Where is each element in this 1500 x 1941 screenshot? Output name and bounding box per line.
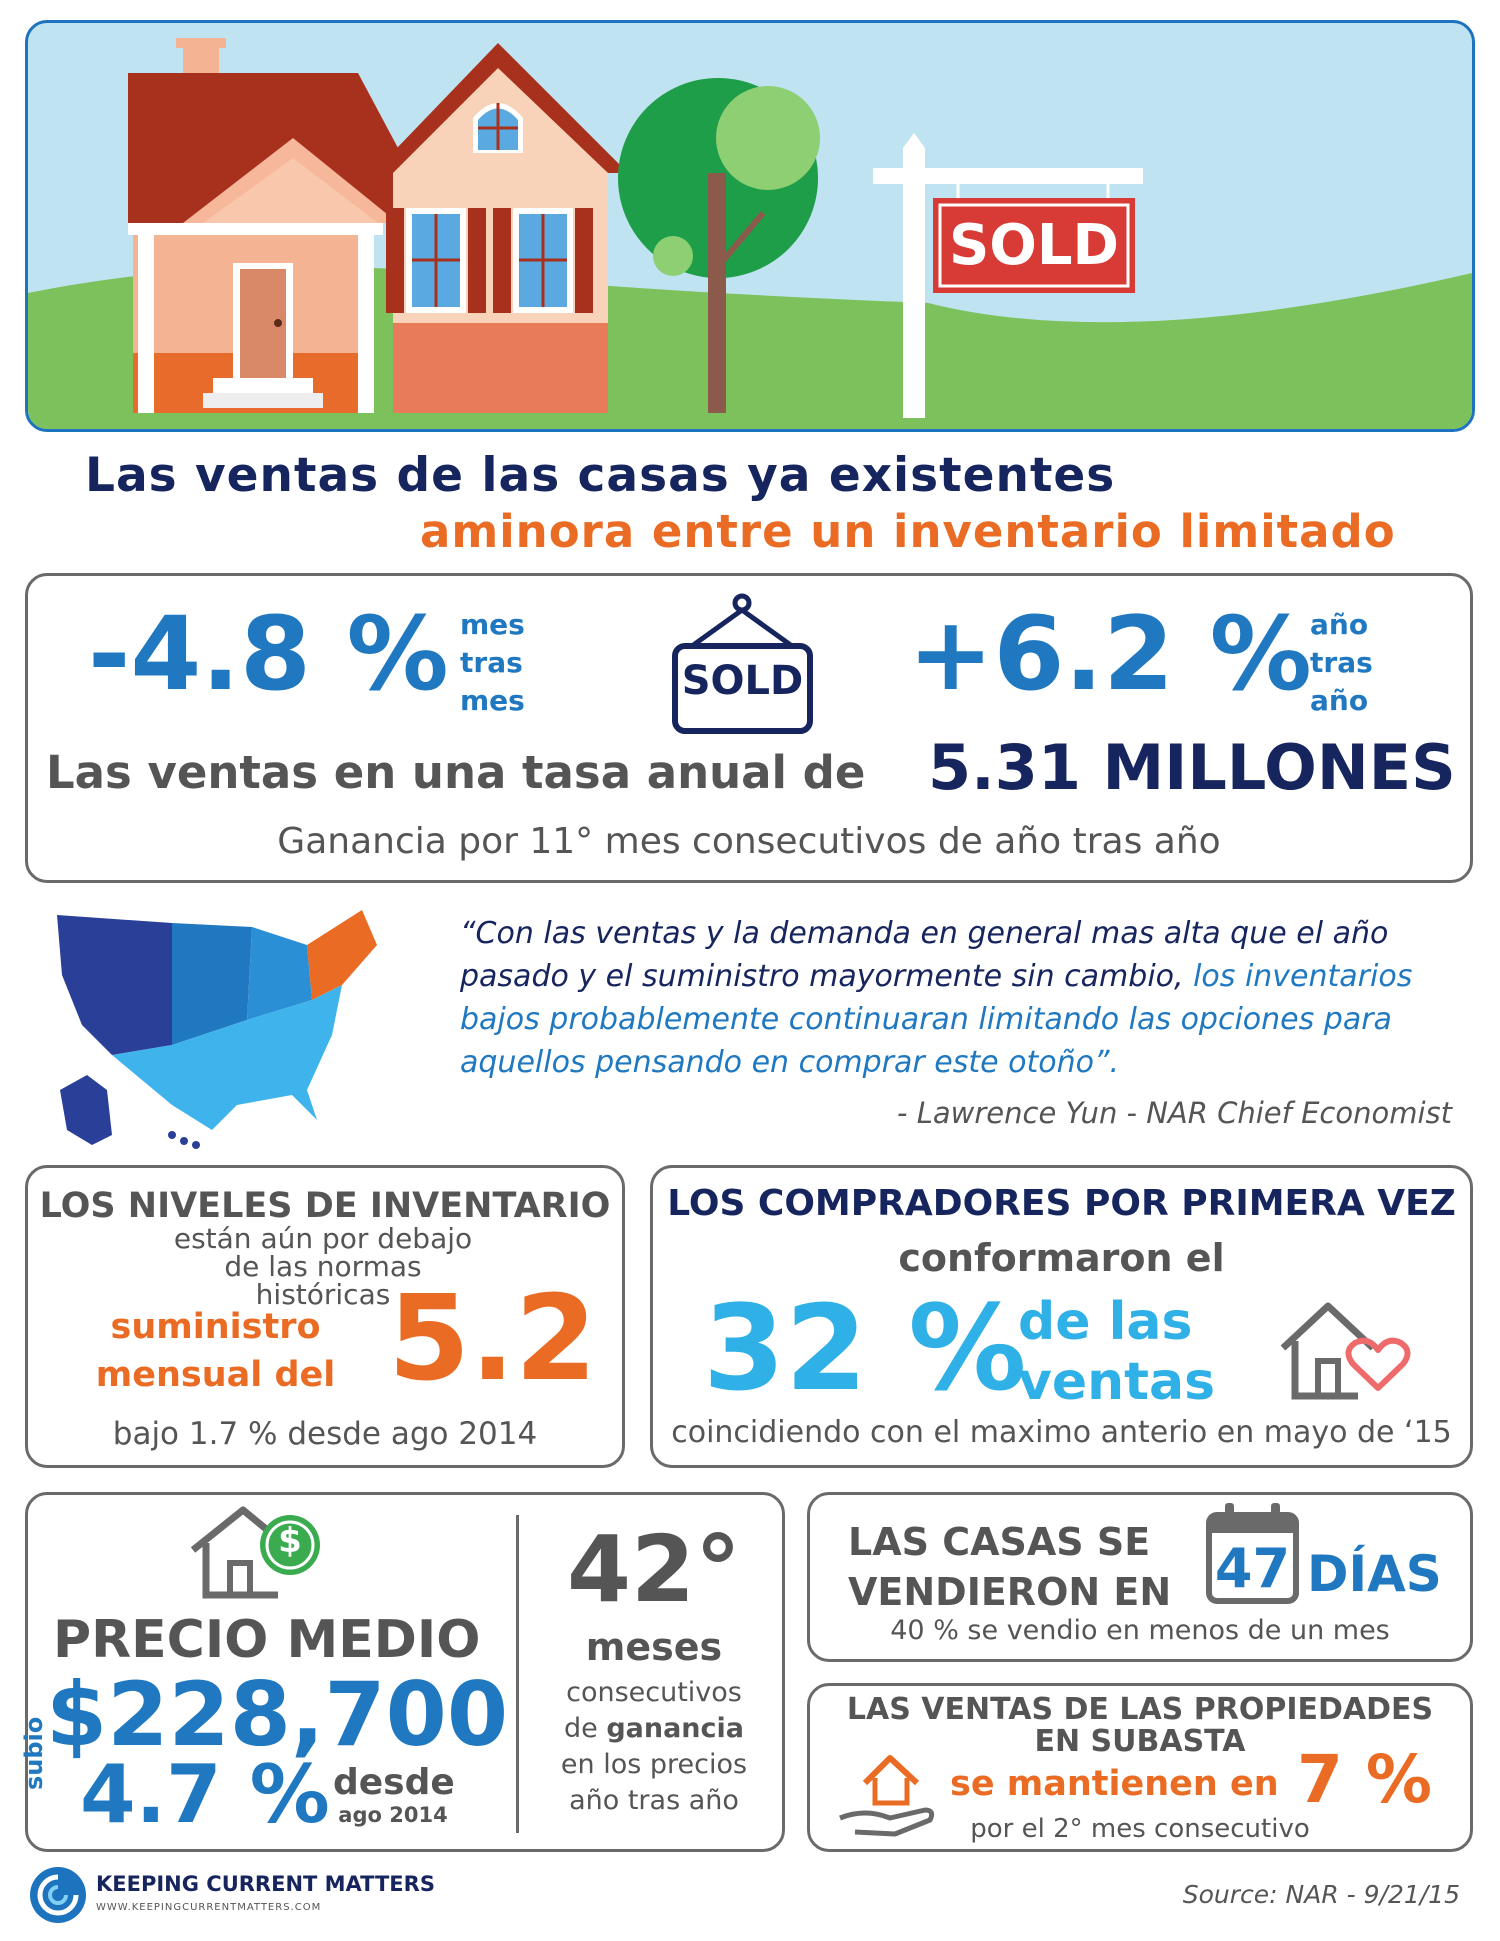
- brand-name: KEEPING CURRENT MATTERS: [96, 1872, 435, 1896]
- price-value: $228,700: [46, 1663, 509, 1766]
- annual-rate-label: Las ventas en una tasa anual de: [46, 746, 866, 799]
- buyers-label: de las ventas: [1018, 1292, 1216, 1412]
- mom-label: mes tras mes: [460, 608, 525, 717]
- days-box: [807, 1492, 1473, 1662]
- months-desc: consecutivos de ganancia en los precios año tras año: [560, 1677, 748, 1816]
- price-since: desde ago 2014: [333, 1762, 455, 1827]
- sold-sign-text: SOLD: [948, 213, 1120, 278]
- house-scene: [28, 23, 1472, 429]
- quote-text-part-a: “Con las ventas y la demanda en general mas alta que el año pasado y el suministro mayormente sin cambio,: [460, 916, 1389, 994]
- inventory-label: suministro mensual del: [95, 1307, 336, 1395]
- months-value: 42°: [566, 1516, 742, 1623]
- house-heart-icon: [1273, 1296, 1413, 1406]
- yoy-label: año tras año: [1310, 608, 1373, 717]
- yoy-value: +6.2 %: [908, 595, 1312, 714]
- distressed-value: 7 %: [1297, 1741, 1433, 1818]
- quote-text-part-b: los inventarios bajos probablemente continuaran limitando las opciones para aquellos pensando en comprar este otoño”.: [460, 959, 1413, 1080]
- quote-author: - Lawrence Yun - NAR Chief Economist: [897, 1096, 1452, 1130]
- days-note: 40 % se vendio en menos de un mes: [890, 1615, 1390, 1646]
- inventory-box: [25, 1165, 625, 1468]
- us-map-icon: [52, 905, 392, 1150]
- mom-value: -4.8 %: [88, 595, 449, 714]
- price-box: [20, 1492, 785, 1852]
- buyers-box: [650, 1165, 1473, 1468]
- brand-url: WWW.KEEPINGCURRENTMATTERS.COM: [96, 1902, 322, 1913]
- distressed-label: se mantienen en: [950, 1764, 1279, 1804]
- house-dollar-icon: [188, 1505, 328, 1600]
- price-change: 4.7 %: [80, 1748, 330, 1841]
- price-divider: [516, 1515, 519, 1833]
- distressed-box: [807, 1683, 1473, 1852]
- inventory-heading: LOS NIVELES DE INVENTARIO: [39, 1186, 611, 1226]
- inventory-note: bajo 1.7 % desde ago 2014: [112, 1416, 538, 1452]
- dollar-sign-glyph: $: [278, 1521, 302, 1561]
- hero-illustration: [25, 20, 1475, 432]
- inventory-value: 5.2: [388, 1269, 598, 1407]
- brand-logo-icon: [28, 1865, 88, 1925]
- months-label: meses: [585, 1625, 723, 1669]
- stats-box: [25, 573, 1473, 883]
- buyers-subheading: conformaron el: [898, 1236, 1225, 1280]
- buyers-heading: LOS COMPRADORES POR PRIMERA VEZ: [667, 1183, 1456, 1224]
- days-value: 47: [1214, 1537, 1291, 1600]
- inventory-subheading: están aún por debajo de las normas históricas: [173, 1222, 473, 1311]
- sold-sign-icon-text: SOLD: [681, 658, 804, 704]
- annual-rate-value: 5.31 MILLONES: [928, 731, 1456, 804]
- distressed-note: por el 2° mes consecutivo: [970, 1814, 1310, 1844]
- title-line2: aminora entre un inventario limitado: [420, 505, 1396, 558]
- price-heading: PRECIO MEDIO: [53, 1610, 481, 1670]
- days-heading: LAS CASAS SE VENDIERON EN: [848, 1520, 1172, 1614]
- gain-note: Ganancia por 11° mes consecutivos de año tras año: [277, 821, 1221, 862]
- quote-text: [460, 912, 1470, 1084]
- price-side-label: subio: [20, 1716, 48, 1790]
- source-note: Source: NAR - 9/21/15: [1182, 1880, 1460, 1909]
- title-line1: Las ventas de las casas ya existentes: [85, 448, 1116, 503]
- days-unit: DÍAS: [1307, 1545, 1442, 1603]
- distressed-heading: LAS VENTAS DE LAS PROPIEDADES EN SUBASTA: [846, 1692, 1434, 1759]
- buyers-note: coincidiendo con el maximo anterio en mayo de ‘15: [671, 1415, 1452, 1450]
- buyers-value: 32 %: [703, 1279, 1027, 1417]
